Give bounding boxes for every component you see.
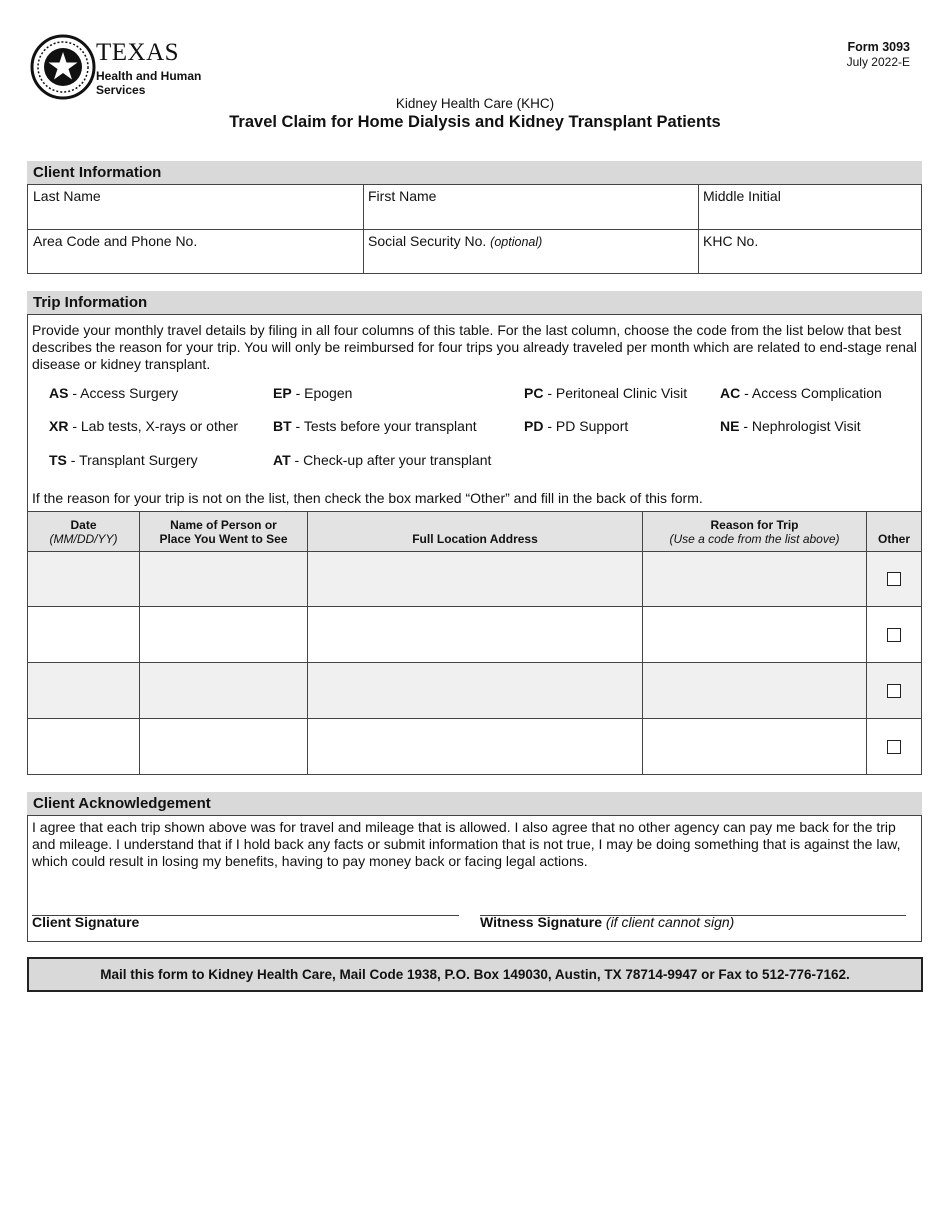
witness-note: (if client cannot sign)	[605, 914, 735, 930]
ssn-label: Social Security No.	[368, 233, 487, 249]
phone-field[interactable]	[28, 230, 363, 273]
agency-name-line2: Health and Human	[96, 69, 202, 83]
first-name-field[interactable]	[363, 185, 698, 229]
program-name: Kidney Health Care (KHC)	[395, 96, 555, 111]
col-person-header: Name of Person or Place You Went to See	[159, 517, 288, 546]
last-name-label: Last Name	[33, 188, 101, 204]
code-ne: NE - Nephrologist Visit	[720, 418, 861, 434]
code-pd: PD - PD Support	[524, 418, 629, 434]
other-checkbox-row4[interactable]	[887, 740, 901, 754]
table-row[interactable]	[28, 719, 921, 774]
client-info-heading: Client Information	[27, 161, 922, 184]
khc-number-field[interactable]	[698, 230, 921, 273]
table-row[interactable]	[28, 552, 921, 607]
table-row[interactable]	[28, 663, 921, 718]
client-info-grid	[27, 184, 922, 274]
other-instructions: If the reason for your trip is not on the list, then check the box marked “Other” and fill in the back of this form.	[32, 490, 703, 506]
form-title: Travel Claim for Home Dialysis and Kidney Transplant Patients	[229, 113, 721, 131]
acknowledgement-text: I agree that each trip shown above was for travel and mileage that is allowed. I also agree that no other agency can pay me back for the trip and mileage. I understand that if I hold back any facts or submit information that is not true, I may be doing something that is against the law, which could result in losing my benefits, having to pay money back or facing legal actions.	[32, 819, 901, 869]
agency-name-line3: Services	[96, 83, 146, 97]
ssn-optional-note: (optional)	[490, 235, 543, 249]
phone-label: Area Code and Phone No.	[33, 233, 198, 249]
mail-instructions: Mail this form to Kidney Health Care, Mail Code 1938, P.O. Box 149030, Austin, TX 78714-9947 or Fax to 512-776-7162.	[27, 957, 923, 992]
col-date-header: Date (MM/DD/YY)	[49, 517, 118, 546]
trip-instructions: Provide your monthly travel details by filing in all four columns of this table. For the last column, choose the code from the list below that best describes the reason for your trip. You will only be reimbursed for four trips you already traveled per month which are related to end-stage renal disease or kidney transplant.	[32, 322, 917, 372]
other-checkbox-row3[interactable]	[887, 684, 901, 698]
agency-logo-text	[96, 40, 201, 97]
form-date: July 2022-E	[846, 55, 910, 69]
ssn-field[interactable]	[363, 230, 698, 273]
code-as: AS - Access Surgery	[49, 385, 179, 401]
code-pc: PC - Peritoneal Clinic Visit	[524, 385, 688, 401]
middle-initial-label: Middle Initial	[703, 188, 781, 204]
form-number-block	[847, 40, 910, 70]
col-address-header: Full Location Address	[412, 531, 538, 546]
first-name-label: First Name	[368, 188, 437, 204]
code-ep: EP - Epogen	[273, 385, 353, 401]
form-number: Form 3093	[847, 40, 910, 54]
code-bt: BT - Tests before your transplant	[273, 418, 477, 434]
witness-signature-label: Witness Signature (if client cannot sign)	[480, 914, 735, 930]
trip-info-heading: Trip Information	[27, 291, 922, 314]
client-signature-label: Client Signature	[32, 914, 140, 930]
code-at: AT - Check-up after your transplant	[273, 452, 492, 468]
other-checkbox-row2[interactable]	[887, 628, 901, 642]
code-xr: XR - Lab tests, X-rays or other	[49, 418, 239, 434]
col-other-header: Other	[877, 531, 910, 546]
other-checkbox-row1[interactable]	[887, 572, 901, 586]
acknowledgement-heading: Client Acknowledgement	[27, 792, 922, 815]
khc-number-label: KHC No.	[703, 233, 759, 249]
table-row[interactable]	[28, 607, 921, 662]
code-ts: TS - Transplant Surgery	[49, 452, 198, 468]
col-reason-header: Reason for Trip (Use a code from the list above)	[669, 517, 840, 546]
middle-initial-field[interactable]	[698, 185, 921, 229]
agency-name-line1: TEXAS	[96, 39, 180, 66]
texas-hhs-seal-icon	[30, 34, 96, 100]
last-name-field[interactable]	[28, 185, 363, 229]
code-ac: AC - Access Complication	[720, 385, 882, 401]
